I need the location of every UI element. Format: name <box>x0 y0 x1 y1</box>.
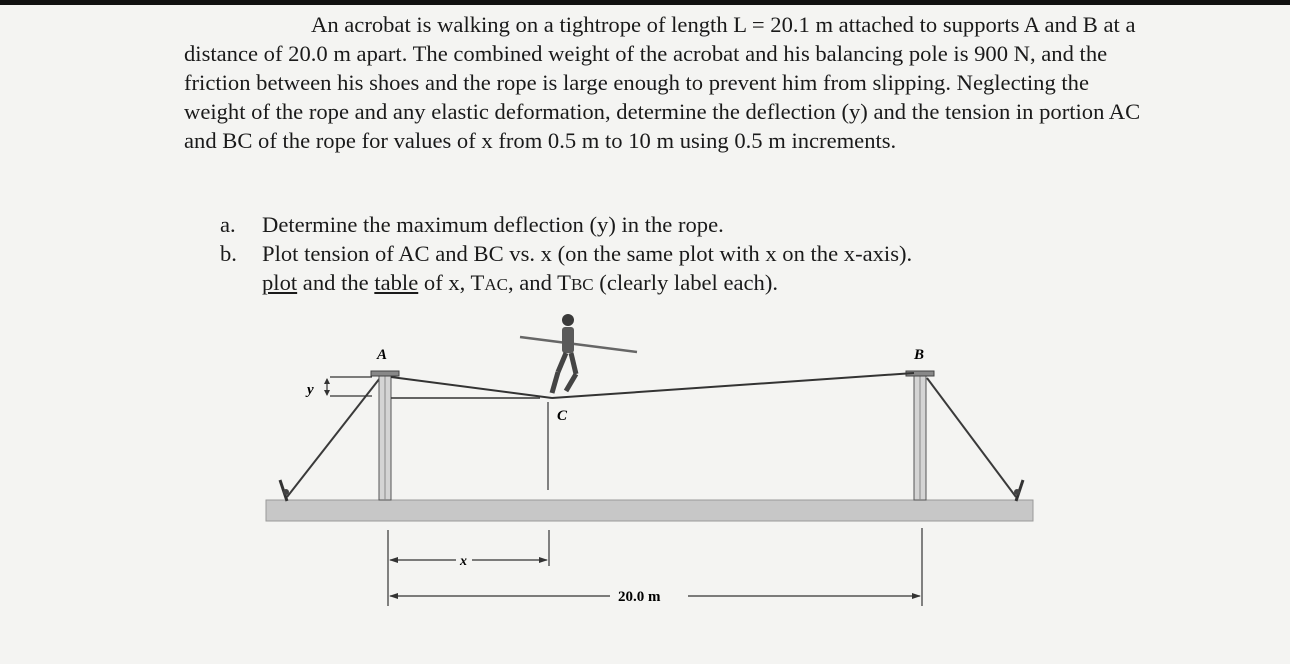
support-b <box>906 371 934 500</box>
rope-cb <box>552 373 914 398</box>
and-the-text: and the <box>297 270 375 295</box>
and-t-text: , and T <box>507 270 571 295</box>
t-bc-subscript: BC <box>570 275 594 294</box>
rope-ac <box>391 377 552 398</box>
problem-text: An acrobat is walking on a tightrope of length L = 20.1 m attached to supports A and B at a distance of 20.0 m apart. The combined weight of the acrobat and his balancing pole is 900 N, and the friction between his shoes and the rope is large enough to prevent him from slipping. Neglecting the weight of the rope and any elastic deformation, determine the deflection (y) and the tension in portion AC and BC of the rope for values of x from 0.5 m to 10 m using 0.5 m increments. <box>184 12 1141 153</box>
t-ac-subscript: AC <box>484 275 508 294</box>
part-b-text: Plot tension of AC and BC vs. x (on the same plot with x on the x-axis). <box>262 241 913 266</box>
ground <box>266 500 1033 521</box>
clearly-label-text: (clearly label each). <box>593 270 779 295</box>
support-a <box>371 371 399 500</box>
guy-wire-right <box>927 378 1016 497</box>
part-a-text: Determine the maximum deflection (y) in the rope. <box>262 212 724 237</box>
part-a-marker: a. <box>220 212 236 237</box>
label-a: A <box>377 347 388 363</box>
left-anchor <box>280 480 289 501</box>
plot-word: plot <box>262 270 298 295</box>
y-label: y <box>307 382 314 398</box>
span-label: 20.0 m <box>618 589 661 605</box>
table-word: table <box>374 270 419 295</box>
x-label: x <box>460 554 467 569</box>
label-c: C <box>557 408 568 424</box>
right-anchor <box>1014 480 1023 501</box>
x-dimension <box>389 557 548 563</box>
y-dimension <box>324 377 372 396</box>
of-x-text: of x, T <box>418 270 485 295</box>
part-b-marker: b. <box>220 241 237 266</box>
balancing-pole <box>520 337 637 352</box>
label-b: B <box>914 347 925 363</box>
acrobat <box>520 314 637 393</box>
